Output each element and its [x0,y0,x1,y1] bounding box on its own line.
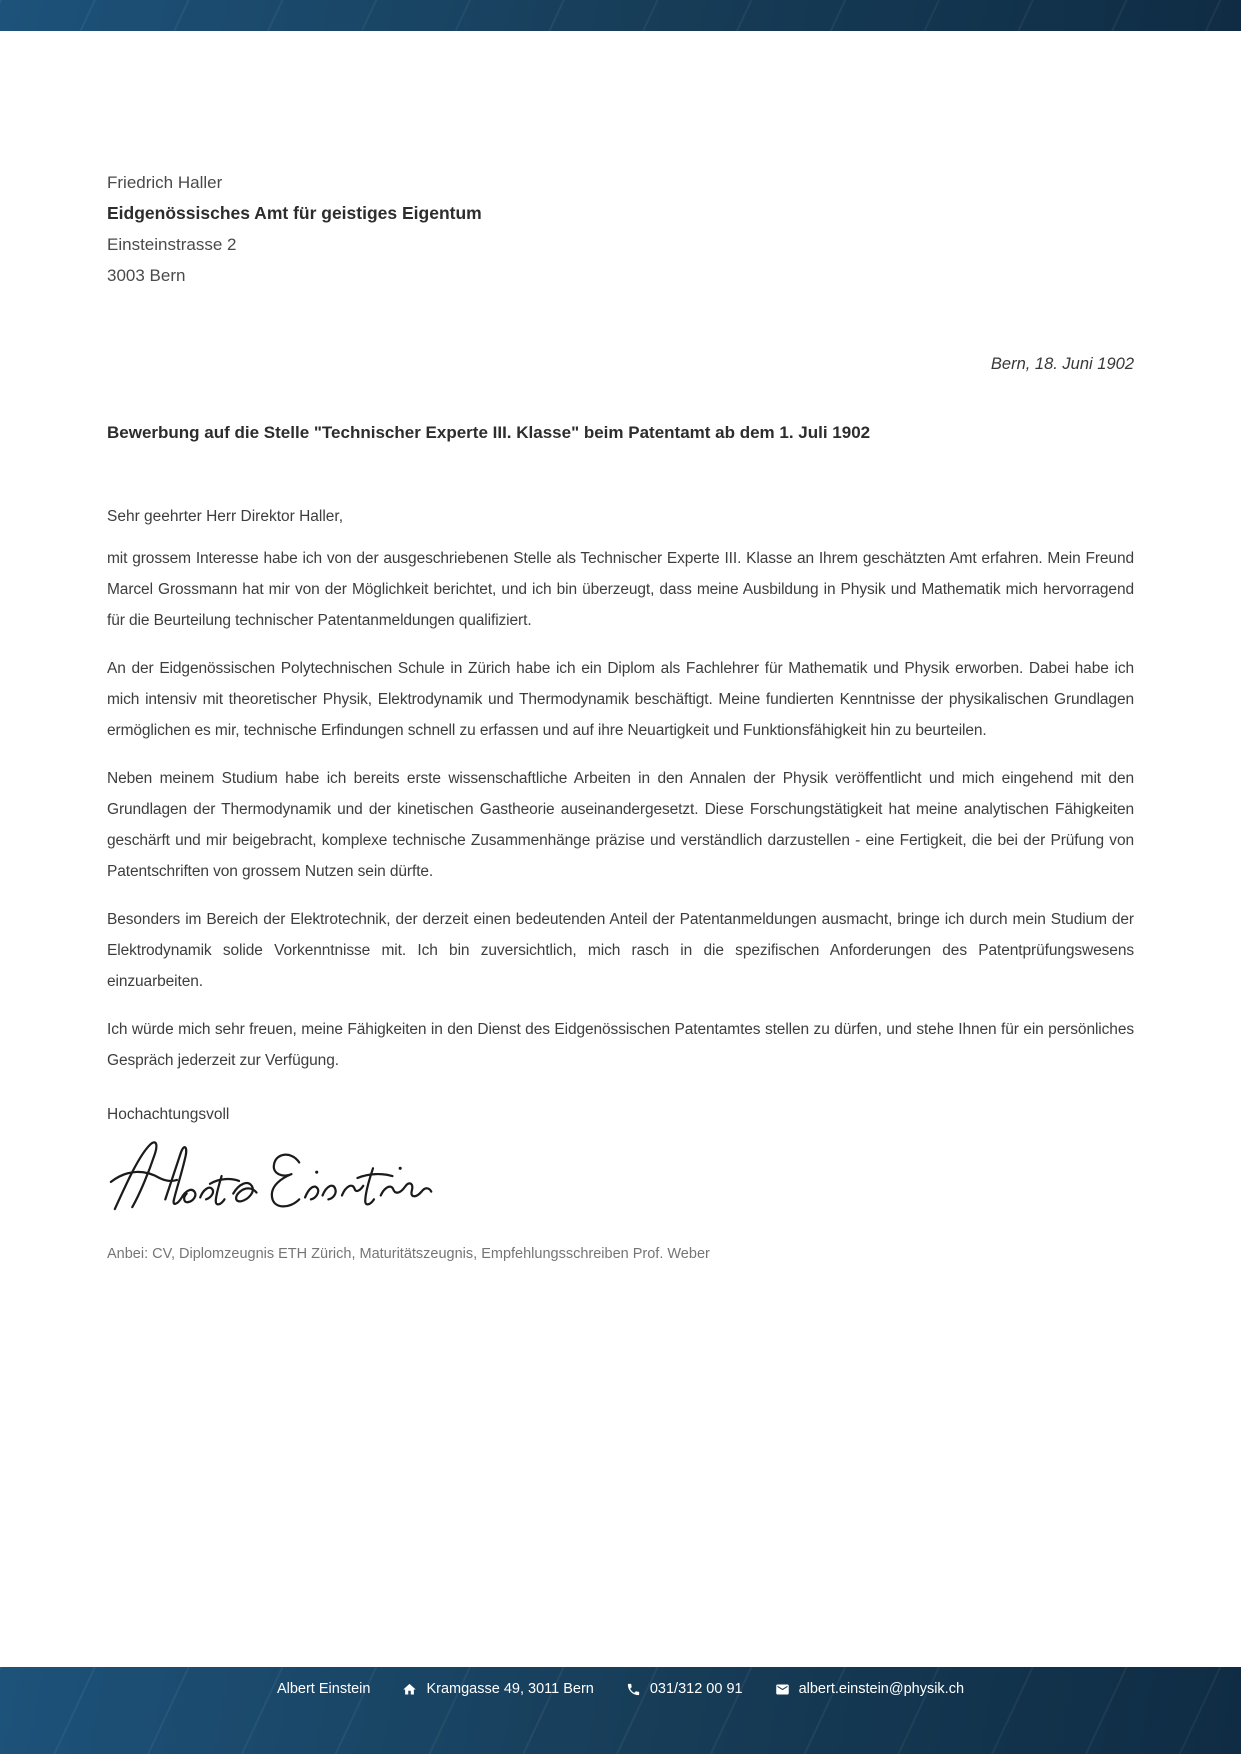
recipient-organization: Eidgenössisches Amt für geistiges Eigentum [107,203,482,223]
body-paragraph: Neben meinem Studium habe ich bereits erste wissenschaftliche Arbeiten in den Annalen der Physik veröffentlicht und mich eingehend mit den Grundlagen der Thermodynamik und der kinetischen Gastheorie auseinandergesetzt. Diese Forschungstätigkeit hat meine analytischen Fähigkeiten geschärft und mir beigebracht, komplexe technische Zusammenhänge präzise und verständlich darzustellen - eine Fertigkeit, die bei der Prüfung von Patentschriften von grossem Nutzen sein dürfte. [107,770,1134,880]
date-line: Bern, 18. Juni 1902 [990,355,1134,373]
body-paragraph: mit grossem Interesse habe ich von der ausgeschriebenen Stelle als Technischer Experte III. Klasse an Ihrem geschätzten Amt erfahren. Mein Freund Marcel Grossmann hat mir von der Möglichkeit berichtet, und ich bin überzeugt, dass meine Ausbildung in Physik und Mathematik mich hervorragend für die Beurteilung technischer Patentanmeldungen qualifiziert. [107,550,1134,629]
home-icon [402,1682,417,1697]
subject-line: Bewerbung auf die Stelle "Technischer Experte III. Klasse" beim Patentamt ab dem 1. Juli 1902 [107,423,871,442]
recipient-city: 3003 Bern [107,266,186,285]
email-icon [775,1682,790,1697]
enclosure-line: Anbei: CV, Diplomzeugnis ETH Zürich, Maturitätszeugnis, Empfehlungsschreiben Prof. Weber [107,1246,710,1262]
body-paragraph: Ich würde mich sehr freuen, meine Fähigkeiten in den Dienst des Eidgenössischen Patentamtes stellen zu dürfen, und stehe Ihnen für ein persönliches Gespräch jederzeit zur Verfügung. [107,1021,1134,1069]
recipient-street: Einsteinstrasse 2 [107,235,237,254]
footer-phone-text: 031/312 00 91 [649,1681,743,1697]
footer-name [277,1681,371,1697]
phone-icon [626,1682,641,1697]
letter-content [0,167,1241,1262]
top-decorative-band [0,0,1241,31]
recipient-address-block [107,167,1134,291]
body-paragraph: Besonders im Bereich der Elektrotechnik, der derzeit einen bedeutenden Anteil der Patentanmeldungen ausmacht, bringe ich durch mein Studium der Elektrodynamik solide Vorkenntnisse mit. Ich bin zuversichtlich, mich rasch in die spezifischen Anforderungen des Patentprüfungswesens einzuarbeiten. [107,911,1134,990]
footer-name-text: Albert Einstein [276,1681,371,1697]
handwritten-signature [109,1136,1134,1222]
closing-formula: Hochachtungsvoll [107,1106,230,1123]
footer-email-text: albert.einstein@physik.ch [798,1681,965,1697]
salutation: Sehr geehrter Herr Direktor Haller, [107,508,344,525]
recipient-name: Friedrich Haller [107,173,223,192]
footer-address [402,1681,593,1697]
body-paragraph: An der Eidgenössischen Polytechnischen Schule in Zürich habe ich ein Diplom als Fachlehrer für Mathematik und Physik erworben. Dabei habe ich mich intensiv mit theoretischer Physik, Elektrodynamik und Thermodynamik beschäftigt. Meine fundierten Kenntnisse der physikalischen Grundlagen ermöglichen es mir, technische Erfindungen schnell zu erfassen und auf ihre Neuartigkeit und Funktionsfähigkeit hin zu beurteilen. [107,660,1134,739]
signature-drawing [109,1136,439,1220]
footer-band [0,1667,1241,1754]
footer-address-text: Kramgasse 49, 3011 Bern [426,1681,594,1697]
footer-email [775,1681,964,1697]
footer-phone [626,1681,743,1697]
